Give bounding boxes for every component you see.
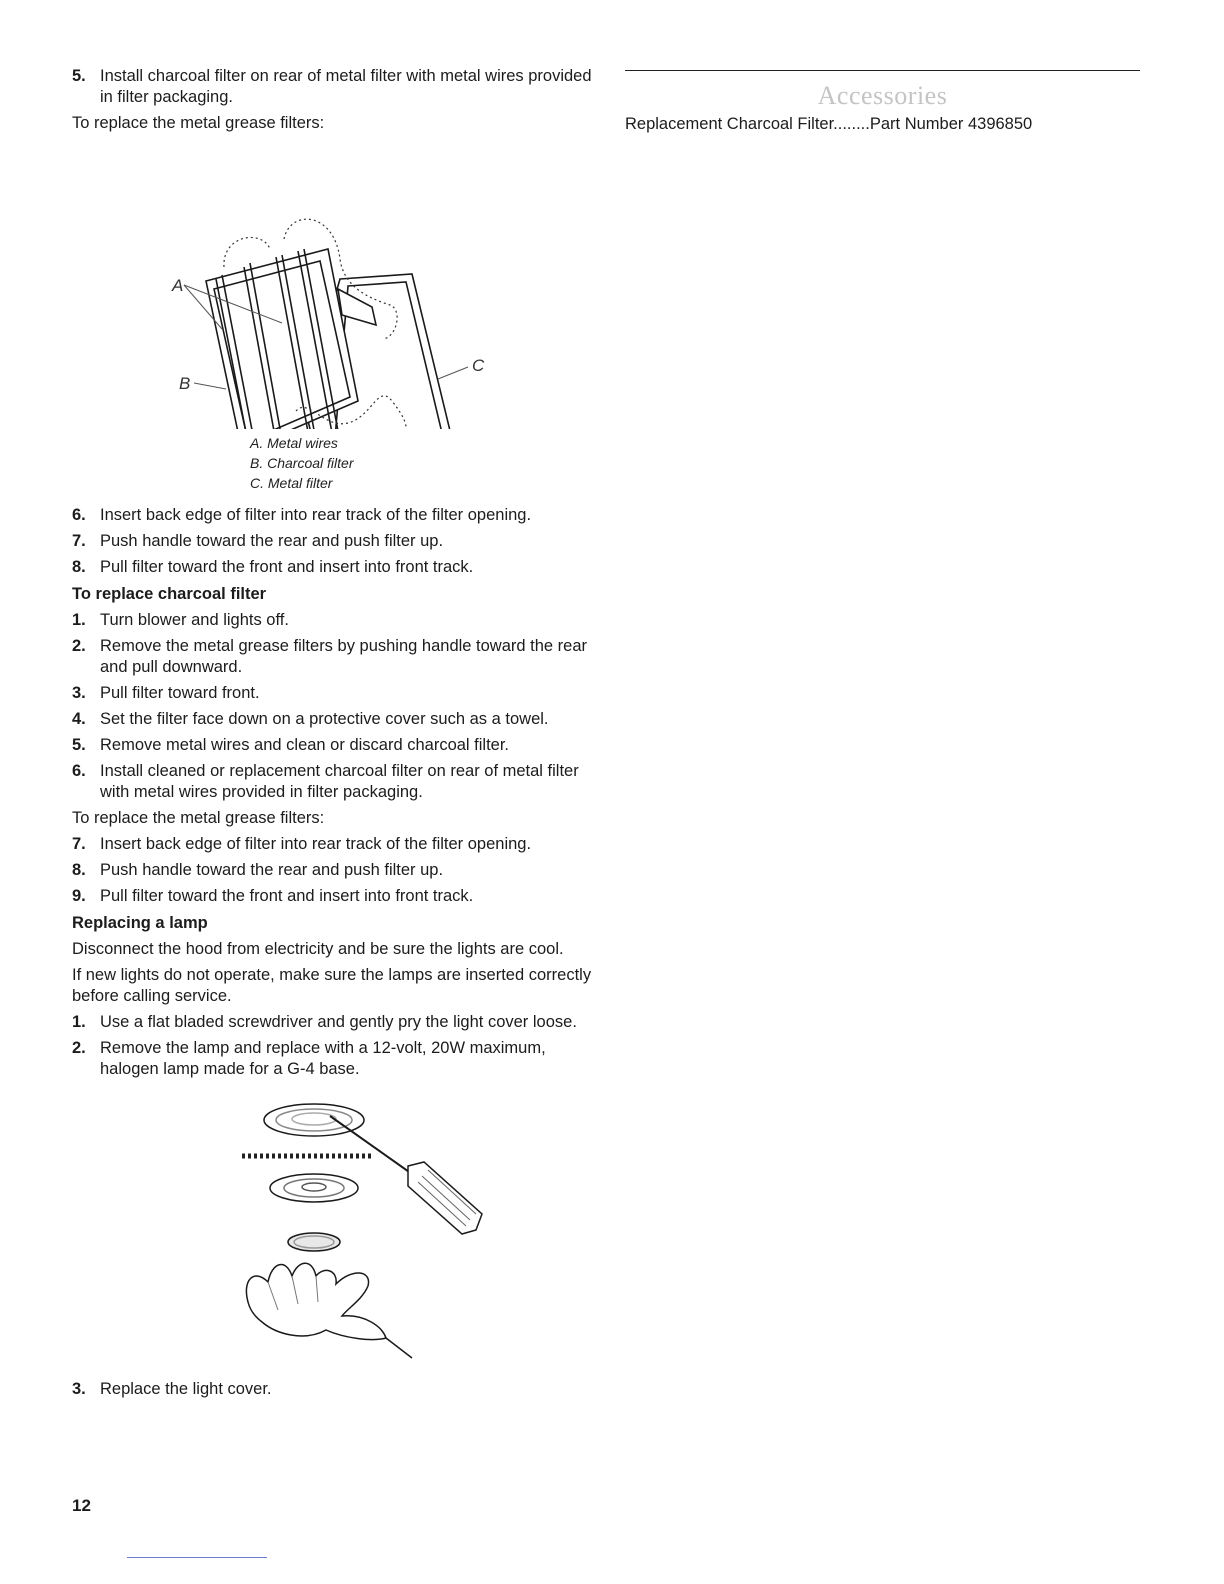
- step-text: Use a flat bladed screwdriver and gently pry the light cover loose.: [100, 1013, 577, 1031]
- step-text: Turn blower and lights off.: [100, 611, 289, 629]
- step-number: 2.: [72, 637, 86, 655]
- step-number: 5.: [72, 736, 86, 754]
- step-text: Pull filter toward front.: [100, 684, 260, 702]
- charcoal-filter-heading: To replace charcoal filter: [72, 585, 267, 603]
- step-text: Install cleaned or replacement charcoal filter on rear of metal filter with metal wires provided in filter packaging.: [100, 762, 579, 801]
- filter-diagram: [72, 139, 602, 429]
- lamp-step-3: [72, 1379, 602, 1400]
- page-number: 12: [72, 1496, 91, 1515]
- label-b: B: [179, 374, 191, 393]
- charcoal-step-8: [72, 860, 602, 881]
- step-number: 2.: [72, 1039, 86, 1057]
- step-8: [72, 557, 602, 578]
- charcoal-step-3: [72, 683, 602, 704]
- charcoal-step-9: [72, 886, 602, 907]
- step-text: Install charcoal filter on rear of metal filter with metal wires provided in filter packaging.: [100, 67, 592, 106]
- replace-metal-filters-text-2: To replace the metal grease filters:: [72, 809, 325, 827]
- step-number: 1.: [72, 611, 86, 629]
- label-c: C: [472, 356, 485, 375]
- step-text: Pull filter toward the front and insert into front track.: [100, 558, 474, 576]
- step-number: 6.: [72, 506, 86, 524]
- step-number: 5.: [72, 67, 86, 85]
- charcoal-step-7: [72, 834, 602, 855]
- label-a: A: [172, 276, 184, 295]
- figure-captions: [72, 433, 602, 493]
- step-number: 6.: [72, 762, 86, 780]
- lamp-replacement-illustration: [72, 1090, 602, 1365]
- caption-charcoal-filter: B. Charcoal filter: [250, 455, 354, 471]
- step-text: Remove the lamp and replace with a 12-volt, 20W maximum, halogen lamp made for a G-4 base.: [100, 1039, 546, 1078]
- footer-link-line: [127, 1557, 267, 1558]
- step-number: 9.: [72, 887, 86, 905]
- step-text: Push handle toward the rear and push filter up.: [100, 532, 444, 550]
- charcoal-step-1: [72, 610, 602, 631]
- section-rule: [625, 70, 1140, 71]
- right-column: [625, 70, 1140, 134]
- step-text: Replace the light cover.: [100, 1380, 272, 1398]
- charcoal-step-6: [72, 761, 602, 803]
- step-text: Push handle toward the rear and push filter up.: [100, 861, 444, 879]
- caption-metal-filter: C. Metal filter: [250, 475, 333, 491]
- step-number: 8.: [72, 558, 86, 576]
- step-number: 3.: [72, 684, 86, 702]
- lamp-diagram: [72, 1090, 602, 1365]
- step-text: Pull filter toward the front and insert into front track.: [100, 887, 474, 905]
- step-5-install: [72, 66, 602, 108]
- step-7: [72, 531, 602, 552]
- step-number: 4.: [72, 710, 86, 728]
- replacing-lamp-heading: Replacing a lamp: [72, 914, 208, 932]
- filter-assembly-illustration: [72, 139, 602, 429]
- step-text: Remove metal wires and clean or discard charcoal filter.: [100, 736, 510, 754]
- step-6: [72, 505, 602, 526]
- step-number: 8.: [72, 861, 86, 879]
- charcoal-step-5: [72, 735, 602, 756]
- replace-metal-filters-text: To replace the metal grease filters:: [72, 114, 325, 132]
- step-text: Insert back edge of filter into rear track of the filter opening.: [100, 506, 532, 524]
- lamp-step-1: [72, 1012, 602, 1033]
- caption-metal-wires: A. Metal wires: [250, 435, 338, 451]
- step-text: Remove the metal grease filters by pushing handle toward the rear and pull downward.: [100, 637, 588, 676]
- accessories-heading: Accessories: [817, 81, 948, 110]
- left-column: [72, 66, 602, 1405]
- lamp-service-text: If new lights do not operate, make sure the lamps are inserted correctly before calling service.: [72, 966, 592, 1005]
- lamp-disconnect-text: Disconnect the hood from electricity and be sure the lights are cool.: [72, 940, 564, 958]
- step-number: 3.: [72, 1380, 86, 1398]
- step-number: 7.: [72, 532, 86, 550]
- step-number: 7.: [72, 835, 86, 853]
- lamp-step-2: [72, 1038, 602, 1080]
- accessory-item: Replacement Charcoal Filter........Part Number 4396850: [625, 115, 1033, 133]
- step-number: 1.: [72, 1013, 86, 1031]
- charcoal-step-4: [72, 709, 602, 730]
- step-text: Set the filter face down on a protective cover such as a towel.: [100, 710, 549, 728]
- step-text: Insert back edge of filter into rear track of the filter opening.: [100, 835, 532, 853]
- charcoal-step-2: [72, 636, 602, 678]
